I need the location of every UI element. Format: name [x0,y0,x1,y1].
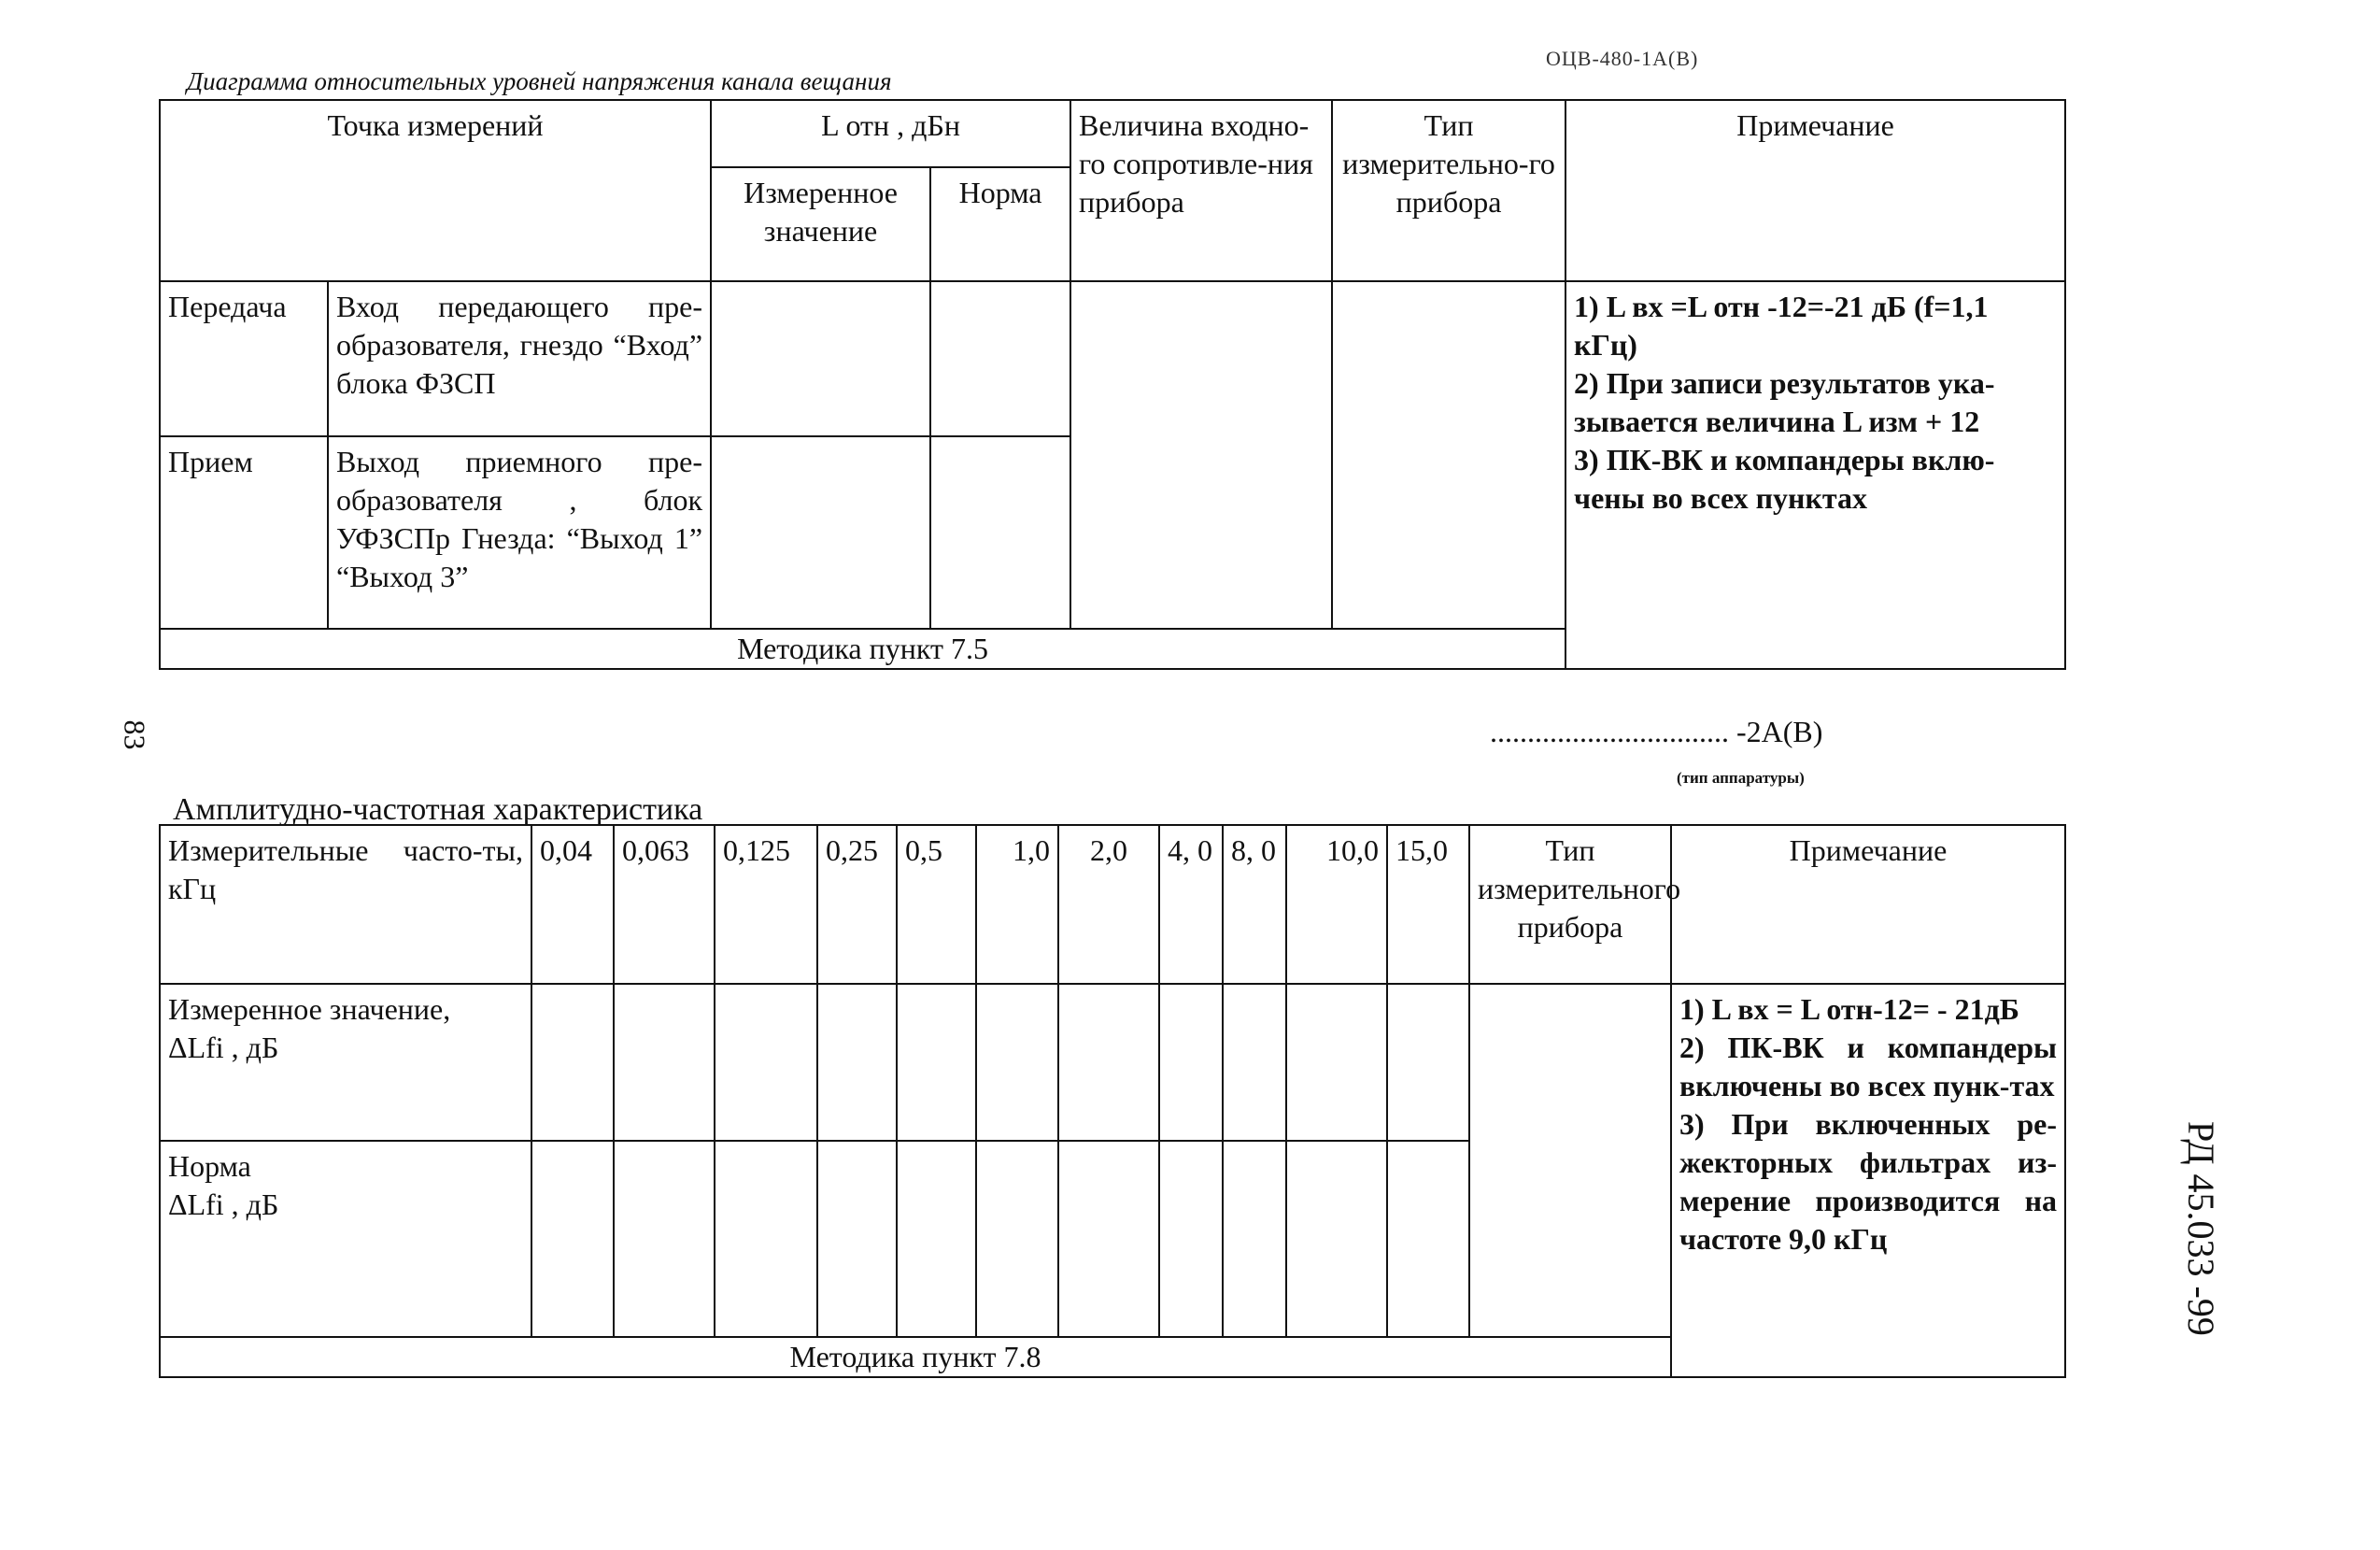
row-norm-text: Норма [168,1149,251,1183]
freq-4: 0,5 [897,825,976,984]
header-norm: Норма [930,167,1070,281]
freq-label: Измерительные часто-ты, кГц [160,825,531,984]
measured-cell [1159,984,1223,1141]
cell-norm-transmit [930,281,1070,436]
measured-cell [531,984,614,1141]
note-3: 3) ПК-ВК и компандеры вклю-чены во всех пунктах [1574,443,1995,515]
note-1: 1) L вх =L отн -12=-21 дБ (f=1,1 кГц) [1574,290,1989,362]
table1-method: Методика пункт 7.5 [160,629,1565,669]
norm-cell [1223,1141,1286,1337]
freq-10: 15,0 [1387,825,1469,984]
measured-cell [976,984,1058,1141]
header-note-2: Примечание [1671,825,2065,984]
cell-measured-receive [711,436,930,629]
norm-cell [897,1141,976,1337]
measured-cell [897,984,976,1141]
norm-cell [715,1141,817,1337]
note2-3: 3) При включенных ре-жекторных фильтрах из-мерение производится на частоте 9,0 кГц [1679,1107,2057,1256]
document-code: ОЦВ-480-1А(В) [1546,47,1699,70]
freq-5: 1,0 [976,825,1058,984]
row-norm-label [160,1141,531,1337]
norm-cell [1286,1141,1387,1337]
header-point: Точка измерений [160,100,711,281]
cell-resistance [1070,281,1332,629]
measured-cell [614,984,715,1141]
freq-1: 0,063 [614,825,715,984]
freq-9: 10,0 [1286,825,1387,984]
level-diagram-table [159,99,2066,670]
norm-cell [976,1141,1058,1337]
header-resistance: Величина входно-го сопротивле-ния прибора [1070,100,1332,281]
equipment-type-caption: (тип аппаратуры) [1677,769,1805,787]
table2-method: Методика пункт 7.8 [160,1337,1671,1377]
equipment-type: ................................ -2А(В) [1490,715,1823,748]
note2-2: 2) ПК-ВК и компандеры включены во всех пунк-тах [1679,1031,2057,1102]
cell-measured-transmit [711,281,930,436]
side-document-code: РД 45.033 -99 [2180,1121,2222,1336]
header-device: Тип измерительно-го прибора [1332,100,1565,281]
delta-label-measured: ΔLfi , дБ [168,1031,279,1064]
measured-cell [1058,984,1159,1141]
freq-8: 8, 0 [1223,825,1286,984]
cell-device [1332,281,1565,629]
table1-notes [1565,281,2065,669]
delta-label-norm: ΔLfi , дБ [168,1187,279,1221]
freq-7: 4, 0 [1159,825,1223,984]
table2-notes [1671,984,2065,1377]
note2-1: 1) L вх = L отн-12= - 21дБ [1679,992,2019,1026]
header-level: L отн , дБн [711,100,1070,167]
freq-6: 2,0 [1058,825,1159,984]
header-note: Примечание [1565,100,2065,281]
norm-cell [614,1141,715,1337]
freq-3: 0,25 [817,825,897,984]
page-number: 83 [118,719,152,750]
measured-cell [1387,984,1469,1141]
header-measured: Измеренное значение [711,167,930,281]
note-2: 2) При записи результатов ука-зывается величина L изм + 12 [1574,366,1995,438]
table2-caption: Амплитудно-частотная характеристика [173,792,703,827]
row-mode-transmit: Передача [160,281,328,436]
header-device-2: Тип измерительного прибора [1469,825,1671,984]
row-measured-label [160,984,531,1141]
freq-0: 0,04 [531,825,614,984]
norm-cell [817,1141,897,1337]
norm-cell [1159,1141,1223,1337]
frequency-response-table [159,824,2066,1378]
row-measured-text: Измеренное значение, [168,992,451,1026]
row-point-transmit: Вход передающего пре-образователя, гнездо “Вход” блока ФЗСП [328,281,711,436]
device-cell [1469,984,1671,1337]
row-point-receive: Выход приемного пре-образователя , блок УФЗСПр Гнезда: “Выход 1” “Выход 3” [328,436,711,629]
norm-cell [1387,1141,1469,1337]
norm-cell [531,1141,614,1337]
freq-2: 0,125 [715,825,817,984]
measured-cell [1223,984,1286,1141]
cell-norm-receive [930,436,1070,629]
measured-cell [715,984,817,1141]
measured-cell [817,984,897,1141]
table1-caption: Диаграмма относительных уровней напряжения канала вещания [187,67,892,95]
measured-cell [1286,984,1387,1141]
norm-cell [1058,1141,1159,1337]
row-mode-receive: Прием [160,436,328,629]
